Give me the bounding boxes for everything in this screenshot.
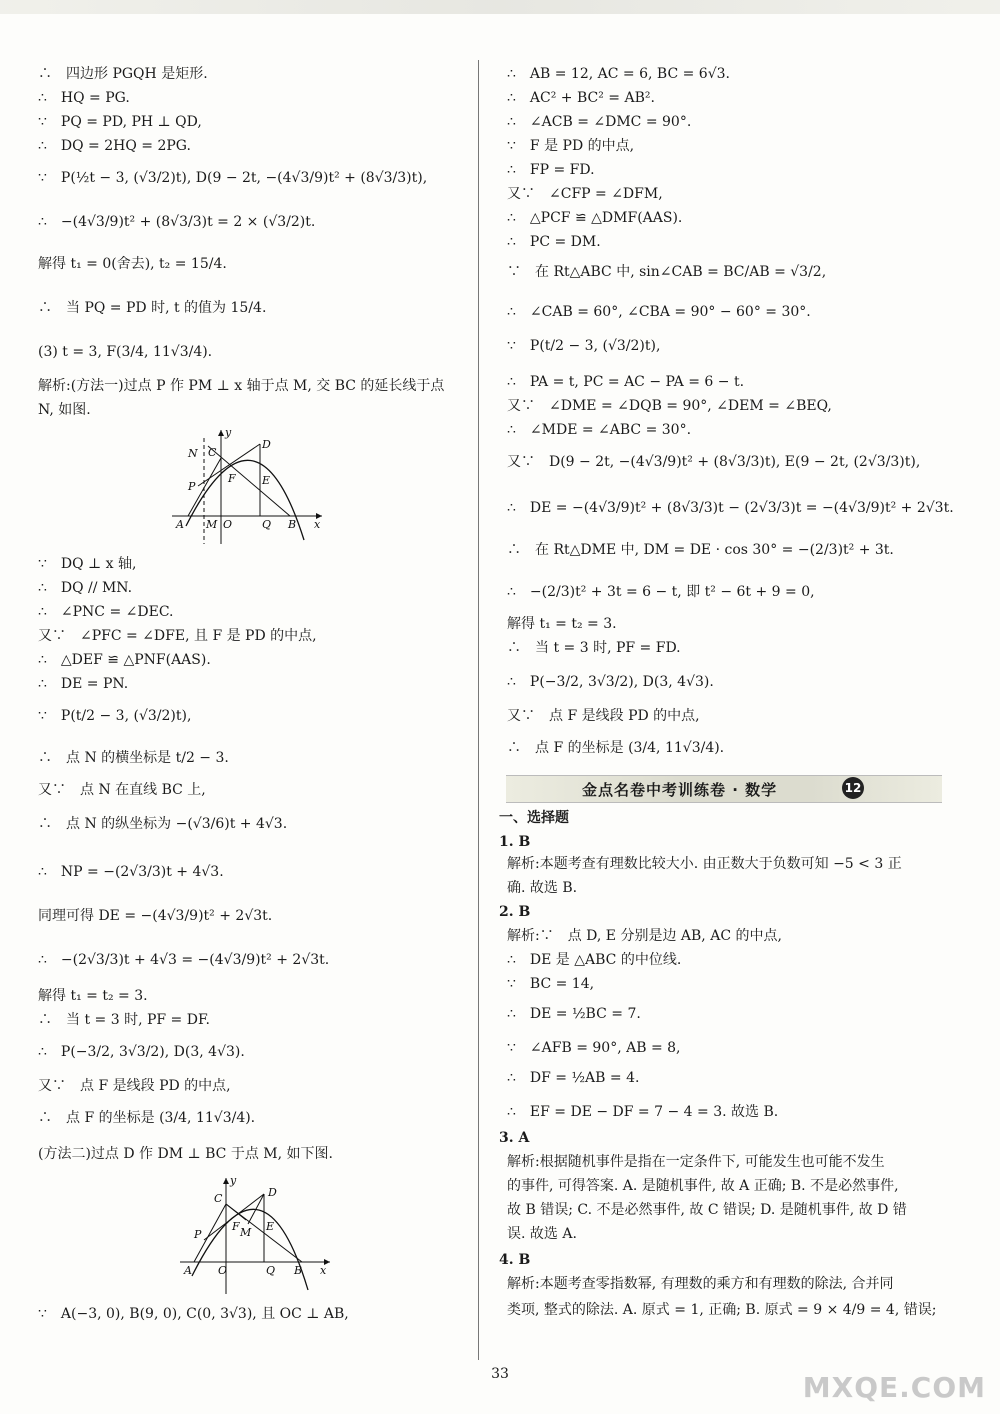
text-line: ∴ DE = PN. xyxy=(38,676,129,692)
text-line: ∴ DE 是 △ABC 的中位线. xyxy=(507,952,682,968)
text-line: ∴ ∠MDE = ∠ABC = 30°. xyxy=(507,422,692,438)
page-number: 33 xyxy=(491,1366,509,1382)
text-line: 又∵ 点 F 是线段 PD 的中点, xyxy=(38,1078,231,1094)
section-banner xyxy=(506,775,942,803)
column-divider xyxy=(478,60,479,1360)
fig1-label: Q xyxy=(262,518,272,531)
fig1-label: y xyxy=(225,426,232,439)
text-line: ∴ 四边形 PGQH 是矩形. xyxy=(38,66,208,82)
text-line: 确. 故选 B. xyxy=(507,880,578,896)
text-line: ∵ F 是 PD 的中点, xyxy=(507,138,635,154)
text-line: ∵ PQ = PD, PH ⊥ QD, xyxy=(38,114,202,130)
text-line: ∴ 点 F 的坐标是 (3/4, 11√3/4). xyxy=(38,1110,256,1126)
text-line: ∴ 点 F 的坐标是 (3/4, 11√3/4). xyxy=(507,740,725,756)
banner-number-badge: 12 xyxy=(842,777,864,799)
fig1-label: x xyxy=(314,518,321,531)
text-line: ∴ 点 N 的横坐标是 t/2 − 3. xyxy=(38,750,229,766)
text-line: 同理可得 DE = −(4√3/9)t² + 2√3t. xyxy=(38,908,273,924)
fig1-label: F xyxy=(228,472,236,485)
fig2-label: C xyxy=(214,1192,223,1205)
text-line: ∴ DF = ½AB = 4. xyxy=(507,1070,640,1086)
text-line: ∴ 当 t = 3 时, PF = FD. xyxy=(507,640,681,656)
text-line: ∴ −(4√3/9)t² + (8√3/3)t = 2 × (√3/2)t. xyxy=(38,214,316,230)
text-line: ∵ P(t/2 − 3, (√3/2)t), xyxy=(38,708,192,724)
fig2-label: P xyxy=(194,1228,202,1241)
text-line: ∵ P(½t − 3, (√3/2)t), D(9 − 2t, −(4√3/9)t² + (8√3/3)t), xyxy=(38,170,428,186)
fig2-label: Q xyxy=(266,1264,276,1277)
text-line: ∴ AC² + BC² = AB². xyxy=(507,90,655,106)
text-line: ∴ ∠ACB = ∠DMC = 90°. xyxy=(507,114,692,130)
watermark: MXQE.COM xyxy=(802,1371,986,1404)
scan-top-strip xyxy=(0,0,1000,14)
text-line: ∴ NP = −(2√3/3)t + 4√3. xyxy=(38,864,224,880)
fig1-label: C xyxy=(208,446,217,459)
text-line: 故 B 错误; C. 不是必然事件, 故 C 错误; D. 是随机事件, 故 D 错 xyxy=(507,1202,907,1218)
fig1-label: B xyxy=(288,518,297,531)
fig1-label: E xyxy=(262,474,271,487)
text-line: 解析:(方法一)过点 P 作 PM ⊥ x 轴于点 M, 交 BC 的延长线于点 xyxy=(38,378,445,394)
text-line: 又∵ 点 N 在直线 BC 上, xyxy=(38,782,206,798)
text-line: 一、选择题 xyxy=(499,810,569,826)
text-line: 类项, 整式的除法. A. 原式 = 1, 正确; B. 原式 = 9 × 4/9 = 4, 错误; xyxy=(507,1302,937,1318)
text-line: ∴ DE = ½BC = 7. xyxy=(507,1006,641,1022)
text-line: ∴ −(2/3)t² + 3t = 6 − t, 即 t² − 6t + 9 = 0, xyxy=(507,584,815,600)
fig2-label: F xyxy=(232,1220,240,1233)
text-line: ∴ −(2√3/3)t + 4√3 = −(4√3/9)t² + 2√3t. xyxy=(38,952,330,968)
fig2-label: x xyxy=(320,1264,327,1277)
text-line: 解析:本题考查有理数比较大小. 由正数大于负数可知 −5 < 3 正 xyxy=(507,856,902,872)
fig2-label: D xyxy=(268,1186,277,1199)
fig2-label: M xyxy=(240,1226,252,1239)
parabola-figure-2 xyxy=(176,1172,336,1302)
text-line: 4. B xyxy=(499,1252,531,1268)
text-line: N, 如图. xyxy=(38,402,91,418)
fig2-label: O xyxy=(218,1264,228,1277)
fig1-label: A xyxy=(176,518,184,531)
fig2-label: E xyxy=(266,1220,275,1233)
fig1-label: O xyxy=(223,518,233,531)
text-line: ∴ 在 Rt△DME 中, DM = DE · cos 30° = −(2/3)t² + 3t. xyxy=(507,542,894,558)
banner-title: 金点名卷中考训练卷 · 数学 xyxy=(582,781,778,799)
text-line: 误. 故选 A. xyxy=(507,1226,577,1242)
text-line: ∴ EF = DE − DF = 7 − 4 = 3. 故选 B. xyxy=(507,1104,779,1120)
text-line: ∴ DQ // MN. xyxy=(38,580,133,596)
text-line: (方法二)过点 D 作 DM ⊥ BC 于点 M, 如下图. xyxy=(38,1146,333,1162)
text-line: 又∵ ∠CFP = ∠DFM, xyxy=(507,186,663,202)
text-line: 2. B xyxy=(499,904,531,920)
fig2-label: y xyxy=(230,1174,237,1187)
text-line: ∴ HQ = PG. xyxy=(38,90,130,106)
text-line: ∴ PC = DM. xyxy=(507,234,601,250)
text-line: ∴ ∠PNC = ∠DEC. xyxy=(38,604,174,620)
text-line: 解析:∵ 点 D, E 分别是边 AB, AC 的中点, xyxy=(507,928,782,944)
text-line: ∴ DQ = 2HQ = 2PG. xyxy=(38,138,191,154)
text-line: ∵ 在 Rt△ABC 中, sin∠CAB = BC/AB = √3/2, xyxy=(507,264,827,280)
text-line: ∵ ∠AFB = 90°, AB = 8, xyxy=(507,1040,681,1056)
parabola-figure-1 xyxy=(168,424,328,550)
fig1-label: M xyxy=(206,518,218,531)
fig2-label: B xyxy=(294,1264,303,1277)
text-line: ∴ 当 t = 3 时, PF = DF. xyxy=(38,1012,210,1028)
text-line: ∴ AB = 12, AC = 6, BC = 6√3. xyxy=(507,66,730,82)
text-line: (3) t = 3, F(3/4, 11√3/4). xyxy=(38,344,213,360)
text-line: ∴ P(−3/2, 3√3/2), D(3, 4√3). xyxy=(38,1044,245,1060)
text-line: ∴ 点 N 的纵坐标为 −(√3/6)t + 4√3. xyxy=(38,816,288,832)
text-line: 解得 t₁ = 0(舍去), t₂ = 15/4. xyxy=(38,256,227,272)
text-line: ∵ DQ ⊥ x 轴, xyxy=(38,556,137,572)
text-line: 3. A xyxy=(499,1130,530,1146)
text-line: ∵ A(−3, 0), B(9, 0), C(0, 3√3), 且 OC ⊥ AB, xyxy=(38,1306,349,1322)
text-line: ∴ P(−3/2, 3√3/2), D(3, 4√3). xyxy=(507,674,714,690)
text-line: ∴ 当 PQ = PD 时, t 的值为 15/4. xyxy=(38,300,267,316)
text-line: ∴ △PCF ≌ △DMF(AAS). xyxy=(507,210,683,226)
text-line: 的事件, 可得答案. A. 是随机事件, 故 A 正确; B. 不是必然事件, xyxy=(507,1178,899,1194)
text-line: 解析:根据随机事件是指在一定条件下, 可能发生也可能不发生 xyxy=(507,1154,885,1170)
text-line: 又∵ ∠PFC = ∠DFE, 且 F 是 PD 的中点, xyxy=(38,628,317,644)
text-line: 解得 t₁ = t₂ = 3. xyxy=(38,988,148,1004)
fig1-label: P xyxy=(188,480,196,493)
text-line: 又∵ ∠DME = ∠DQB = 90°, ∠DEM = ∠BEQ, xyxy=(507,398,832,414)
text-line: ∵ BC = 14, xyxy=(507,976,595,992)
fig2-label: A xyxy=(184,1264,192,1277)
text-line: ∴ △DEF ≌ △PNF(AAS). xyxy=(38,652,211,668)
text-line: ∴ FP = FD. xyxy=(507,162,595,178)
text-line: 1. B xyxy=(499,834,531,850)
text-line: 解析:本题考查零指数幂, 有理数的乘方和有理数的除法, 合并同 xyxy=(507,1276,894,1292)
text-line: ∴ ∠CAB = 60°, ∠CBA = 90° − 60° = 30°. xyxy=(507,304,811,320)
fig1-label: D xyxy=(262,438,271,451)
text-line: 又∵ 点 F 是线段 PD 的中点, xyxy=(507,708,700,724)
text-line: ∴ PA = t, PC = AC − PA = 6 − t. xyxy=(507,374,745,390)
text-line: 又∵ D(9 − 2t, −(4√3/9)t² + (8√3/3)t), E(9 − 2t, (2√3/3)t), xyxy=(507,454,921,470)
text-line: ∵ P(t/2 − 3, (√3/2)t), xyxy=(507,338,661,354)
fig1-label: N xyxy=(188,447,198,460)
text-line: 解得 t₁ = t₂ = 3. xyxy=(507,616,617,632)
text-line: ∴ DE = −(4√3/9)t² + (8√3/3)t − (2√3/3)t = −(4√3/9)t² + 2√3t. xyxy=(507,500,954,516)
